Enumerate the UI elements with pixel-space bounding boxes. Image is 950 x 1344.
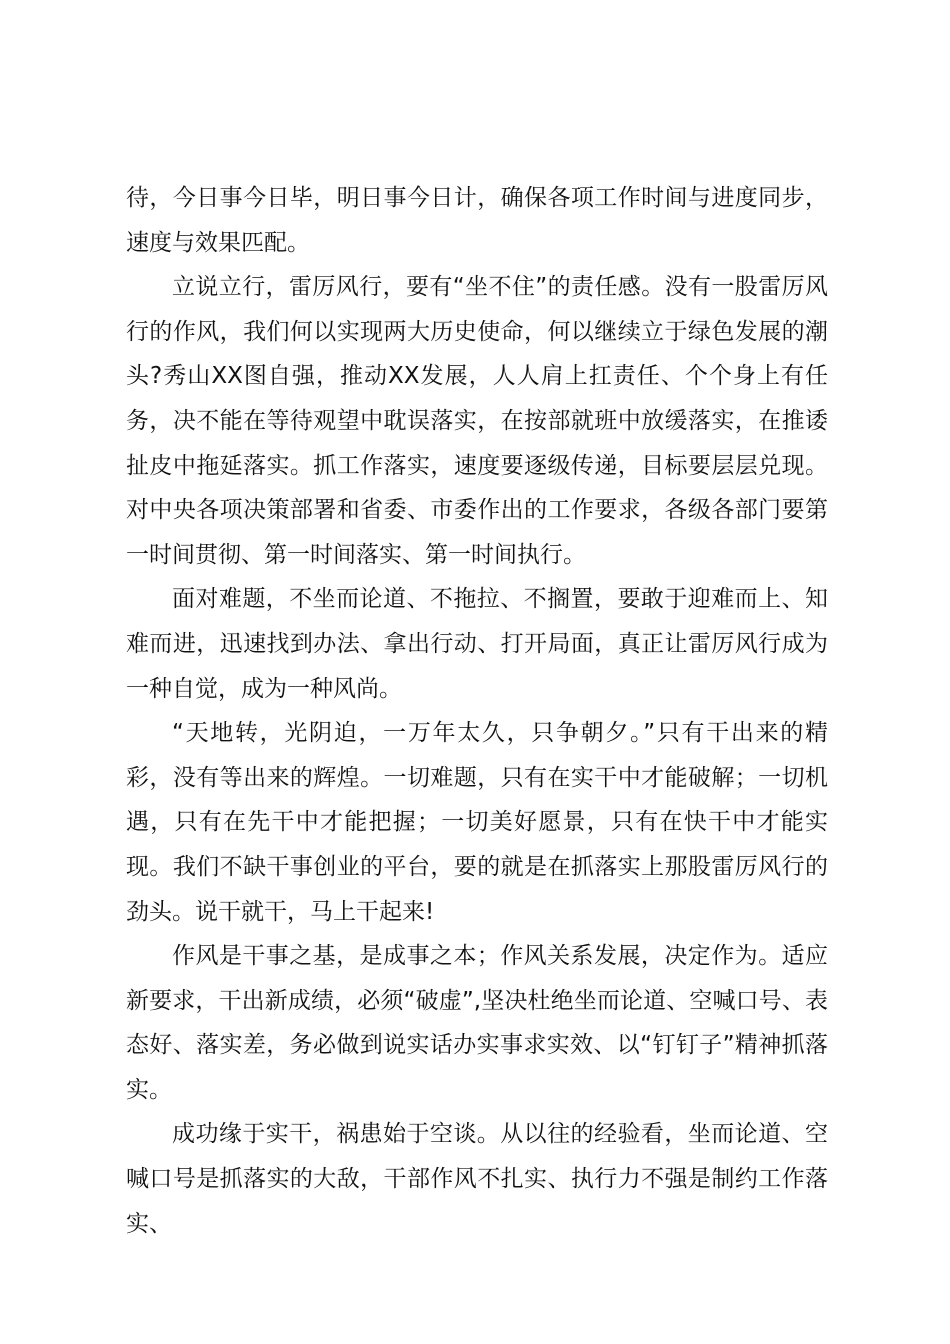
paragraph-work-style: 作风是干事之基，是成事之本；作风关系发展，决定作为。适应新要求，干出新成绩，必须“破虚”,坚决杜绝坐而论道、空喊口号、表态好、落实差，务必做到说实话办实事求实效、以“钉钉子”精神抓落实。 — [126, 943, 828, 1103]
paragraph-success-from-work: 成功缘于实干，祸患始于空谈。从以往的经验看，坐而论道、空喊口号是抓落实的大敌，干部作风不扎实、执行力不强是制约工作落实、 — [126, 1121, 828, 1237]
paragraph-continuation: 待，今日事今日毕，明日事今日计，确保各项工作时间与进度同步，速度与效果匹配。 — [126, 185, 828, 256]
paragraph-act-promptly: 立说立行，雷厉风行，要有“坐不住”的责任感。没有一股雷厉风行的作风，我们何以实现两大历史使命，何以继续立于绿色发展的潮头?秀山XX图自强，推动XX发展，人人肩上扛责任、个个身上有任务，决不能在等待观望中耽误落实，在按部就班中放缓落实，在推诿扯皮中拖延落实。抓工作落实，速度要逐级传递，目标要层层兑现。对中央各项决策部署和省委、市委作出的工作要求，各级各部门要第一时间贯彻、第一时间落实、第一时间执行。 — [126, 274, 828, 568]
document-body — [126, 176, 828, 1246]
paragraph-face-difficulties: 面对难题，不坐而论道、不拖拉、不搁置，要敢于迎难而上、知难而进，迅速找到办法、拿出行动、打开局面，真正让雷厉风行成为一种自觉，成为一种风尚。 — [126, 586, 828, 702]
paragraph-seize-the-day: “天地转，光阴迫，一万年太久，只争朝夕。”只有干出来的精彩，没有等出来的辉煌。一切难题，只有在实干中才能破解；一切机遇，只有在先干中才能把握；一切美好愿景，只有在快干中才能实现。我们不缺干事创业的平台，要的就是在抓落实上那股雷厉风行的劲头。说干就干，马上干起来! — [126, 720, 828, 925]
